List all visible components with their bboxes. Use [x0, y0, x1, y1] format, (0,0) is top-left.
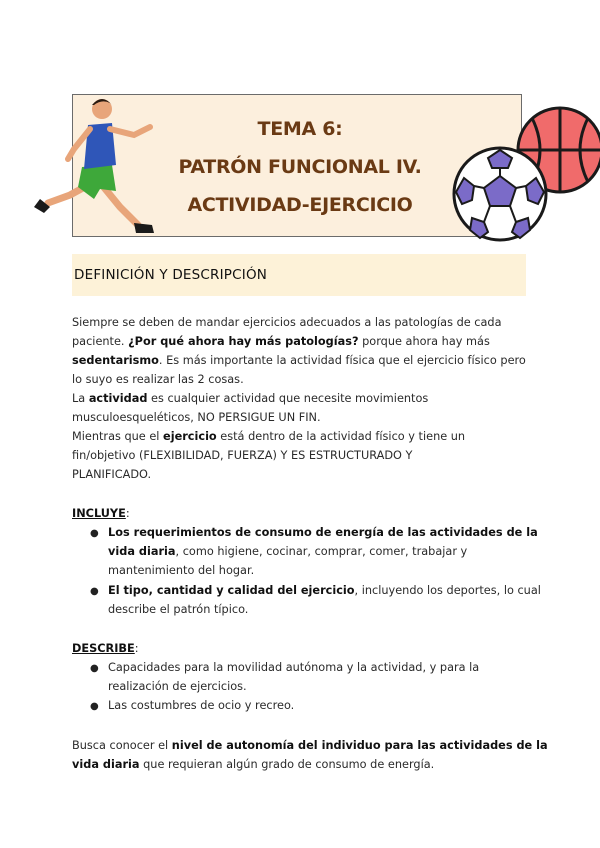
- intro-line-2: paciente. ¿Por qué ahora hay más patologías? porque ahora hay más: [72, 335, 490, 348]
- closing-line-2: vida diaria que requieran algún grado de consumo de energía.: [72, 758, 435, 771]
- bullet-icon: ●: [90, 701, 99, 712]
- intro-line-9: PLANIFICADO.: [72, 468, 152, 481]
- section-title: DEFINICIÓN Y DESCRIPCIÓN: [74, 267, 268, 283]
- bullet-icon: ●: [90, 663, 99, 674]
- intro-line-4: lo suyo es realizar las 2 cosas.: [72, 373, 244, 386]
- incluye-heading: INCLUYE:: [72, 507, 130, 520]
- describe-heading: DESCRIBE:: [72, 642, 139, 655]
- describe-item-1-line-1: Capacidades para la movilidad autónoma y la actividad, y para la: [108, 661, 480, 674]
- title-line-3: ACTIVIDAD-EJERCICIO: [187, 194, 413, 216]
- incluye-item-2-line-2: describe el patrón típico.: [108, 603, 249, 616]
- intro-line-1: Siempre se deben de mandar ejercicios adecuados a las patologías de cada: [72, 316, 502, 329]
- describe-item-2-line-1: Las costumbres de ocio y recreo.: [108, 699, 295, 712]
- title-line-1: TEMA 6:: [257, 118, 343, 140]
- incluye-item-1-line-1: Los requerimientos de consumo de energía de las actividades de la: [108, 526, 538, 539]
- incluye-item-2-line-1: El tipo, cantidad y calidad del ejercicio, incluyendo los deportes, lo cual: [108, 584, 541, 597]
- title-line-2: PATRÓN FUNCIONAL IV.: [178, 156, 422, 178]
- intro-line-6: musculoesqueléticos, NO PERSIGUE UN FIN.: [72, 411, 321, 424]
- intro-line-7: Mientras que el ejercicio está dentro de la actividad físico y tiene un: [72, 430, 466, 443]
- closing-line-1: Busca conocer el nivel de autonomía del individuo para las actividades de la: [72, 739, 548, 752]
- bullet-icon: ●: [90, 586, 99, 597]
- incluye-item-1-line-3: mantenimiento del hogar.: [108, 564, 255, 577]
- intro-line-3: sedentarismo. Es más importante la actividad física que el ejercicio físico pero: [72, 354, 526, 367]
- bullet-icon: ●: [90, 528, 99, 539]
- intro-line-5: La actividad es cualquier actividad que necesite movimientos: [72, 392, 429, 405]
- runner-illustration: [30, 95, 170, 245]
- incluye-item-1-line-2: vida diaria, como higiene, cocinar, comprar, comer, trabajar y: [108, 545, 468, 558]
- describe-item-1-line-2: realización de ejercicios.: [108, 680, 247, 693]
- soccer-ball-illustration: [450, 144, 550, 244]
- intro-line-8: fin/objetivo (FLEXIBILIDAD, FUERZA) Y ES ESTRUCTURADO Y: [72, 449, 413, 462]
